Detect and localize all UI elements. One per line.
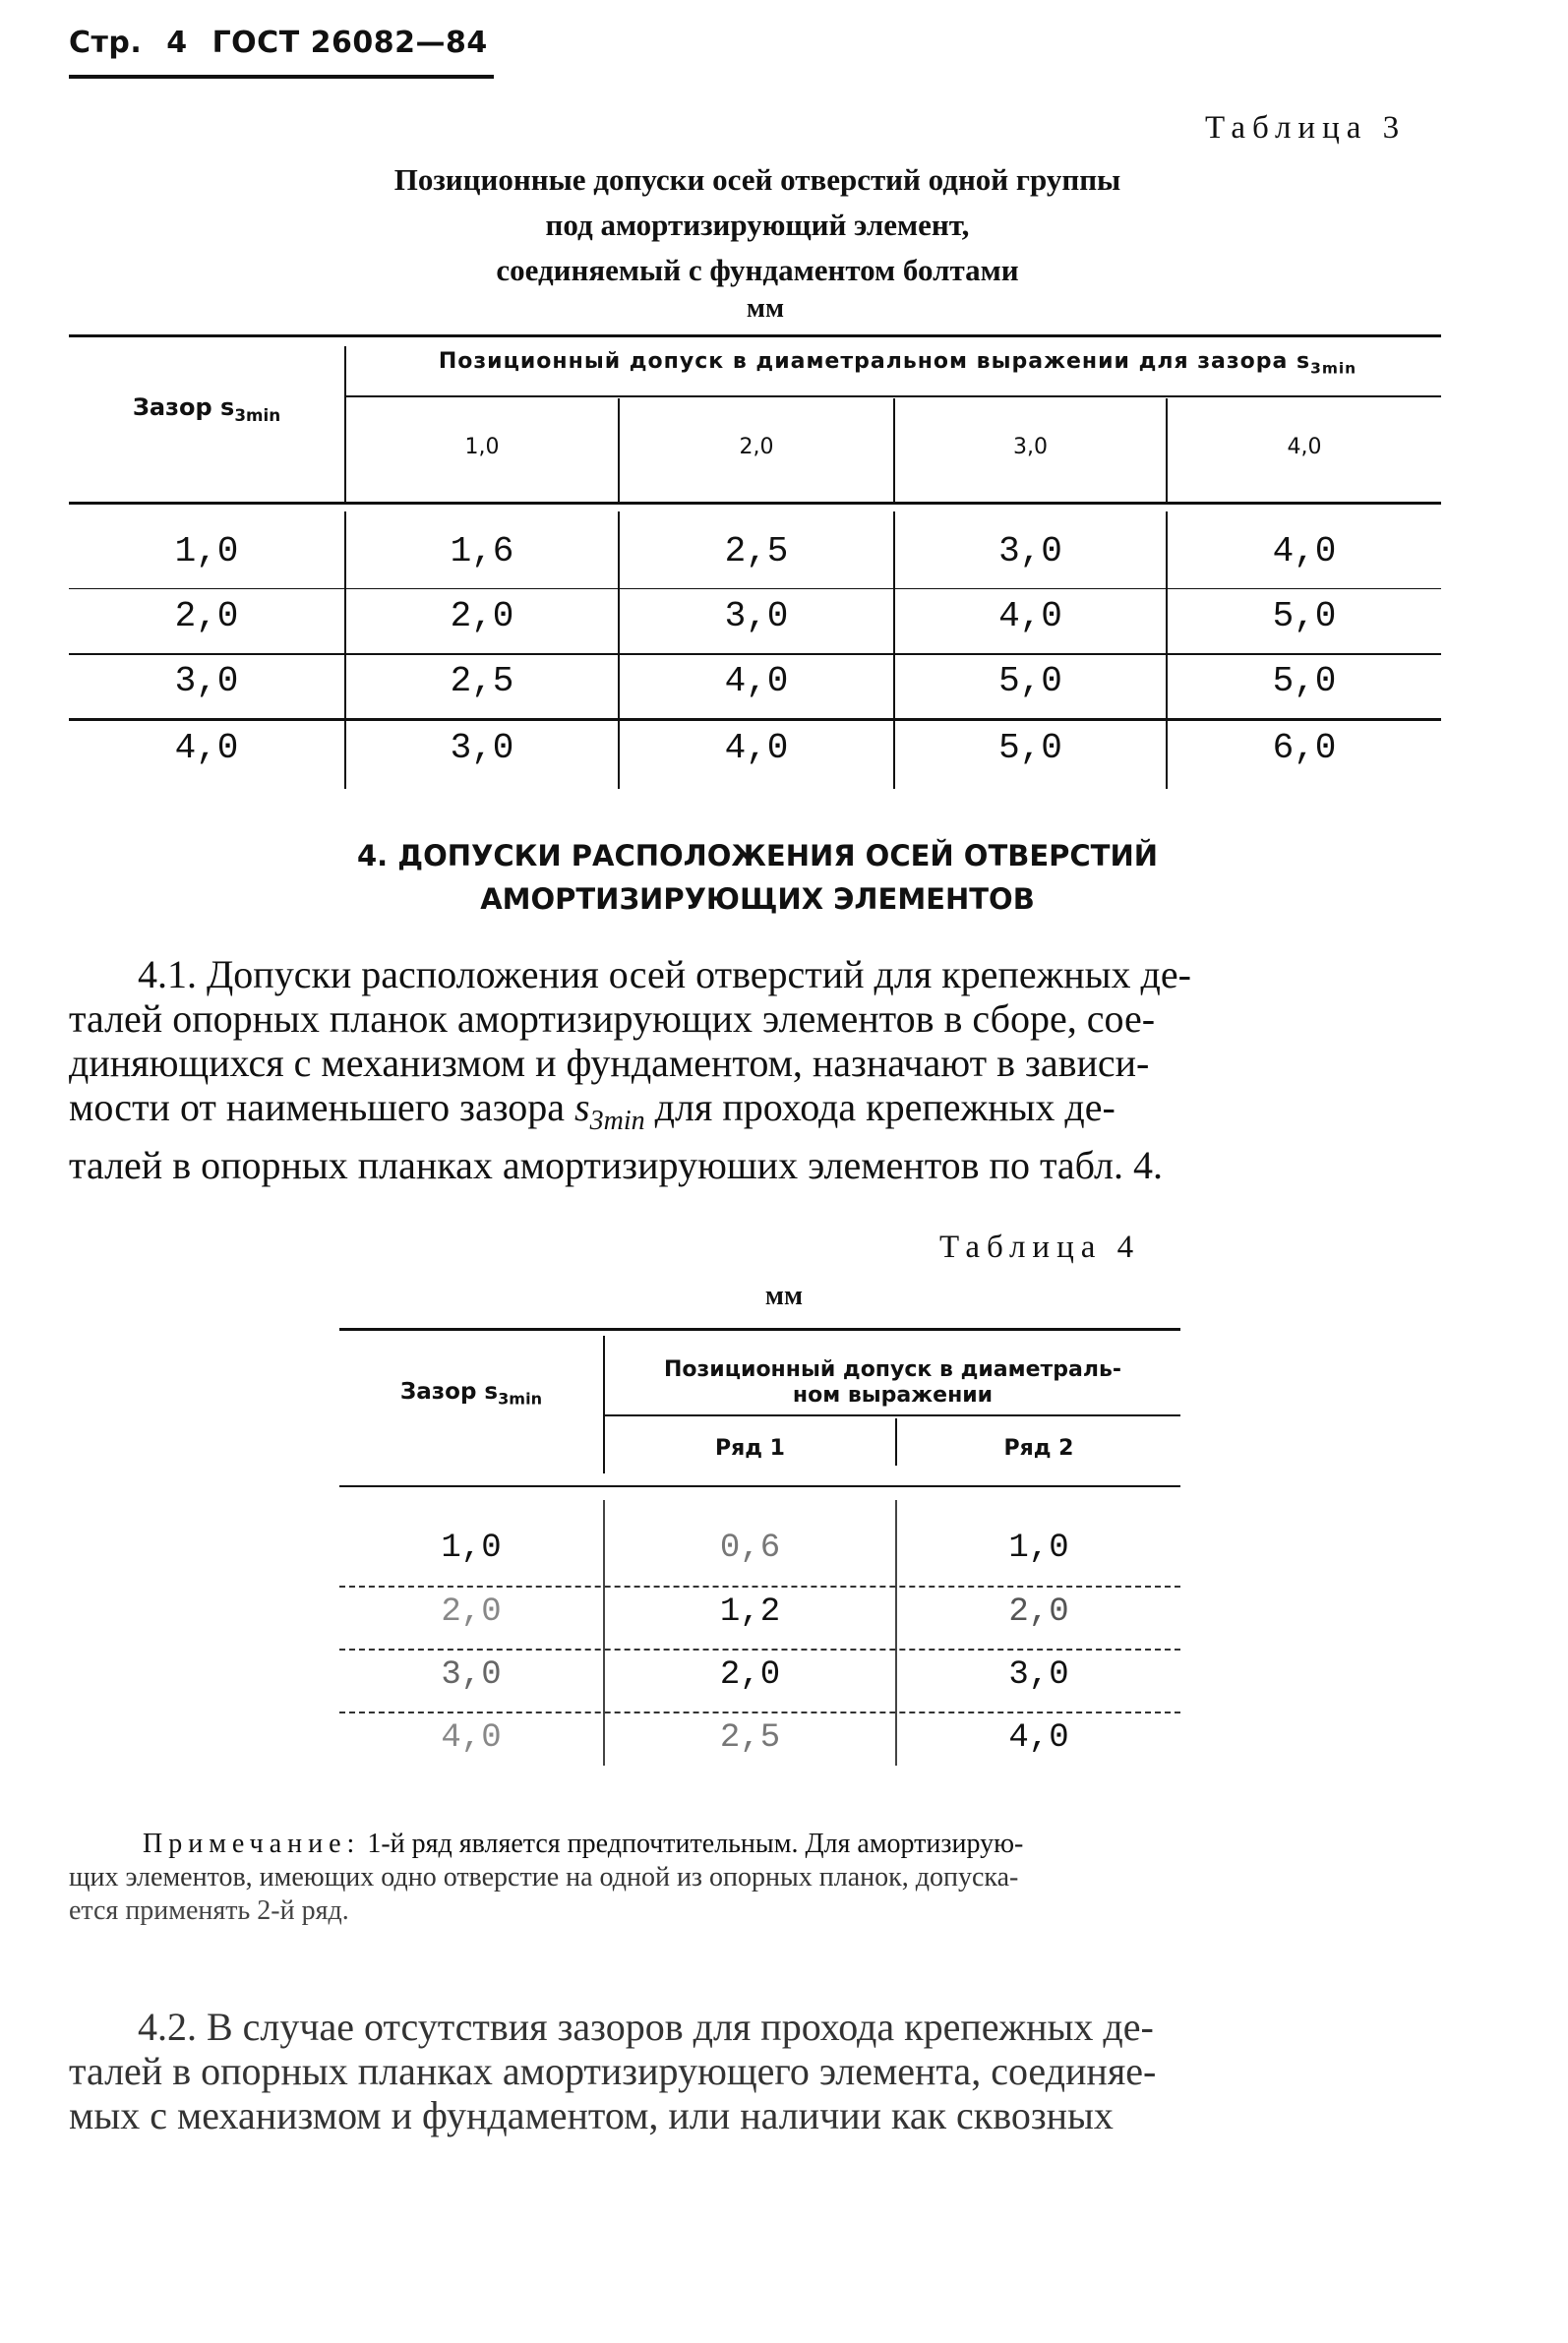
table3-span-header: Позиционный допуск в диаметральном выражении для зазора $s_{3min}$ — [438, 349, 1357, 378]
table3-header-divider — [344, 346, 346, 502]
table3-top-border — [69, 334, 1441, 337]
page-number: 4 — [166, 26, 188, 60]
table4-cell: 1,0 — [1008, 1530, 1069, 1567]
note-line: ется применять 2-й ряд. — [69, 1895, 349, 1926]
table3-cell: 4,0 — [998, 596, 1062, 636]
table4-cell: 2,0 — [719, 1656, 781, 1694]
paragraph-line: мости от наименьшего зазора $s_{3min}$ для прохода крепежных де- — [69, 1085, 1116, 1136]
table3-cell: 4,0 — [724, 728, 789, 768]
table4-unit: мм — [764, 1281, 804, 1311]
table3-cell: 5,0 — [998, 661, 1062, 701]
table4-row-separator — [339, 1712, 1180, 1713]
page-header — [69, 26, 502, 60]
table3-subheader: 3,0 — [1013, 435, 1048, 459]
section-heading-line1: 4. ДОПУСКИ РАСПОЛОЖЕНИЯ ОСЕЙ ОТВЕРСТИЙ — [357, 839, 1158, 872]
table3-title-line2: под амортизирующий элемент, — [545, 208, 970, 242]
paragraph-line: 4.2. В случае отсутствия зазоров для прохода крепежных де- — [138, 2005, 1154, 2049]
table4-cell: 0,6 — [719, 1530, 781, 1567]
table3-span-underline — [346, 395, 1441, 397]
table3-cell: 2,0 — [174, 596, 239, 636]
section-heading-line2: АМОРТИЗИРУЮЩИХ ЭЛЕМЕНТОВ — [480, 882, 1035, 916]
table4-cell: 4,0 — [441, 1719, 502, 1757]
table4-span-underline — [605, 1414, 1180, 1416]
table4-span-header-line2: ном выражении — [792, 1383, 994, 1408]
note-line: Примечание: 1-й ряд является предпочтительным. Для амортизирую- — [143, 1829, 1024, 1859]
table3-cell: 5,0 — [1272, 661, 1337, 701]
table3-cell: 1,6 — [450, 531, 514, 571]
table4-cell: 1,0 — [441, 1530, 502, 1567]
page-label: Стр. — [69, 26, 143, 60]
table3-cell: 6,0 — [1272, 728, 1337, 768]
table3-row-separator — [69, 718, 1441, 721]
standard-id: ГОСТ 26082—84 — [211, 26, 488, 60]
paragraph-line: талей в опорных планках амортизирующего элемента, соединяе- — [69, 2049, 1157, 2093]
table3-cell: 2,5 — [450, 661, 514, 701]
table3-title-line1: Позиционные допуски осей отверстий одной группы — [393, 162, 1121, 197]
paragraph-line: мых с механизмом и фундаментом, или наличии как сквозных — [69, 2093, 1114, 2137]
table3-cell: 1,0 — [174, 531, 239, 571]
header-rule — [69, 75, 494, 79]
table3-title-line3: соединяемый с фундаментом болтами — [496, 253, 1019, 287]
paragraph-line: диняющихся с механизмом и фундаментом, назначают в зависи- — [69, 1041, 1150, 1085]
table3-cell: 2,0 — [450, 596, 514, 636]
table4-cell: 4,0 — [1008, 1719, 1069, 1757]
gap-symbol: $s_{3min}$ — [574, 1085, 645, 1136]
table4-cell: 3,0 — [441, 1656, 502, 1694]
table4-row-separator — [339, 1649, 1180, 1651]
table3-cell: 3,0 — [450, 728, 514, 768]
table3-row-separator — [69, 588, 1441, 589]
paragraph-line: талей опорных планок амортизирующих элементов в сборе, сое- — [69, 996, 1156, 1041]
paragraph-4-1 — [69, 952, 1441, 1187]
table4-subheader: Ряд 2 — [1003, 1436, 1074, 1461]
table3-cell: 3,0 — [724, 596, 789, 636]
table3-col0-header: Зазор $s_{3min}$ — [132, 393, 281, 425]
table3-cell: 3,0 — [174, 661, 239, 701]
table3-subheader: 4,0 — [1287, 435, 1322, 459]
table3-cell: 3,0 — [998, 531, 1062, 571]
table4-span-header-line1: Позиционный допуск в диаметраль- — [664, 1357, 1121, 1382]
paragraph-line: талей в опорных планках амортизируюших элементов по табл. 4. — [69, 1143, 1163, 1187]
table3-cell: 5,0 — [1272, 596, 1337, 636]
table3-unit: мм — [746, 293, 785, 324]
table4-top-border — [339, 1328, 1180, 1331]
paragraph-4-2 — [69, 2005, 1441, 2137]
table3-header-bottom-border — [69, 502, 1441, 505]
table3-cell: 2,5 — [724, 531, 789, 571]
table3-cell: 4,0 — [174, 728, 239, 768]
table4-label: Таблица 4 — [939, 1230, 1141, 1265]
table4-cell: 2,5 — [719, 1719, 781, 1757]
table3-subheader: 2,0 — [739, 435, 774, 459]
table3-row-separator — [69, 653, 1441, 655]
table3-subheader: 1,0 — [464, 435, 500, 459]
table4-cell: 2,0 — [1008, 1593, 1069, 1631]
table4-cell: 3,0 — [1008, 1656, 1069, 1694]
table4-cell: 2,0 — [441, 1593, 502, 1631]
table4-row-separator — [339, 1586, 1180, 1588]
table4-col0-header: Зазор $s_{3min}$ — [399, 1379, 543, 1409]
table3-cell: 4,0 — [1272, 531, 1337, 571]
table4-cell: 1,2 — [719, 1593, 781, 1631]
note-label: Примечание: — [143, 1829, 361, 1859]
table4-note — [69, 1828, 1441, 1928]
table3-cell: 5,0 — [998, 728, 1062, 768]
table3-cell: 4,0 — [724, 661, 789, 701]
note-line: щих элементов, имеющих одно отверстие на одной из опорных планок, допуска- — [69, 1862, 1019, 1892]
table4-subheader: Ряд 1 — [715, 1436, 785, 1461]
table4-header-bottom-border — [339, 1485, 1180, 1487]
table3-label: Таблица 3 — [1205, 110, 1407, 146]
paragraph-line: 4.1. Допуски расположения осей отверстий для крепежных де- — [138, 952, 1191, 996]
